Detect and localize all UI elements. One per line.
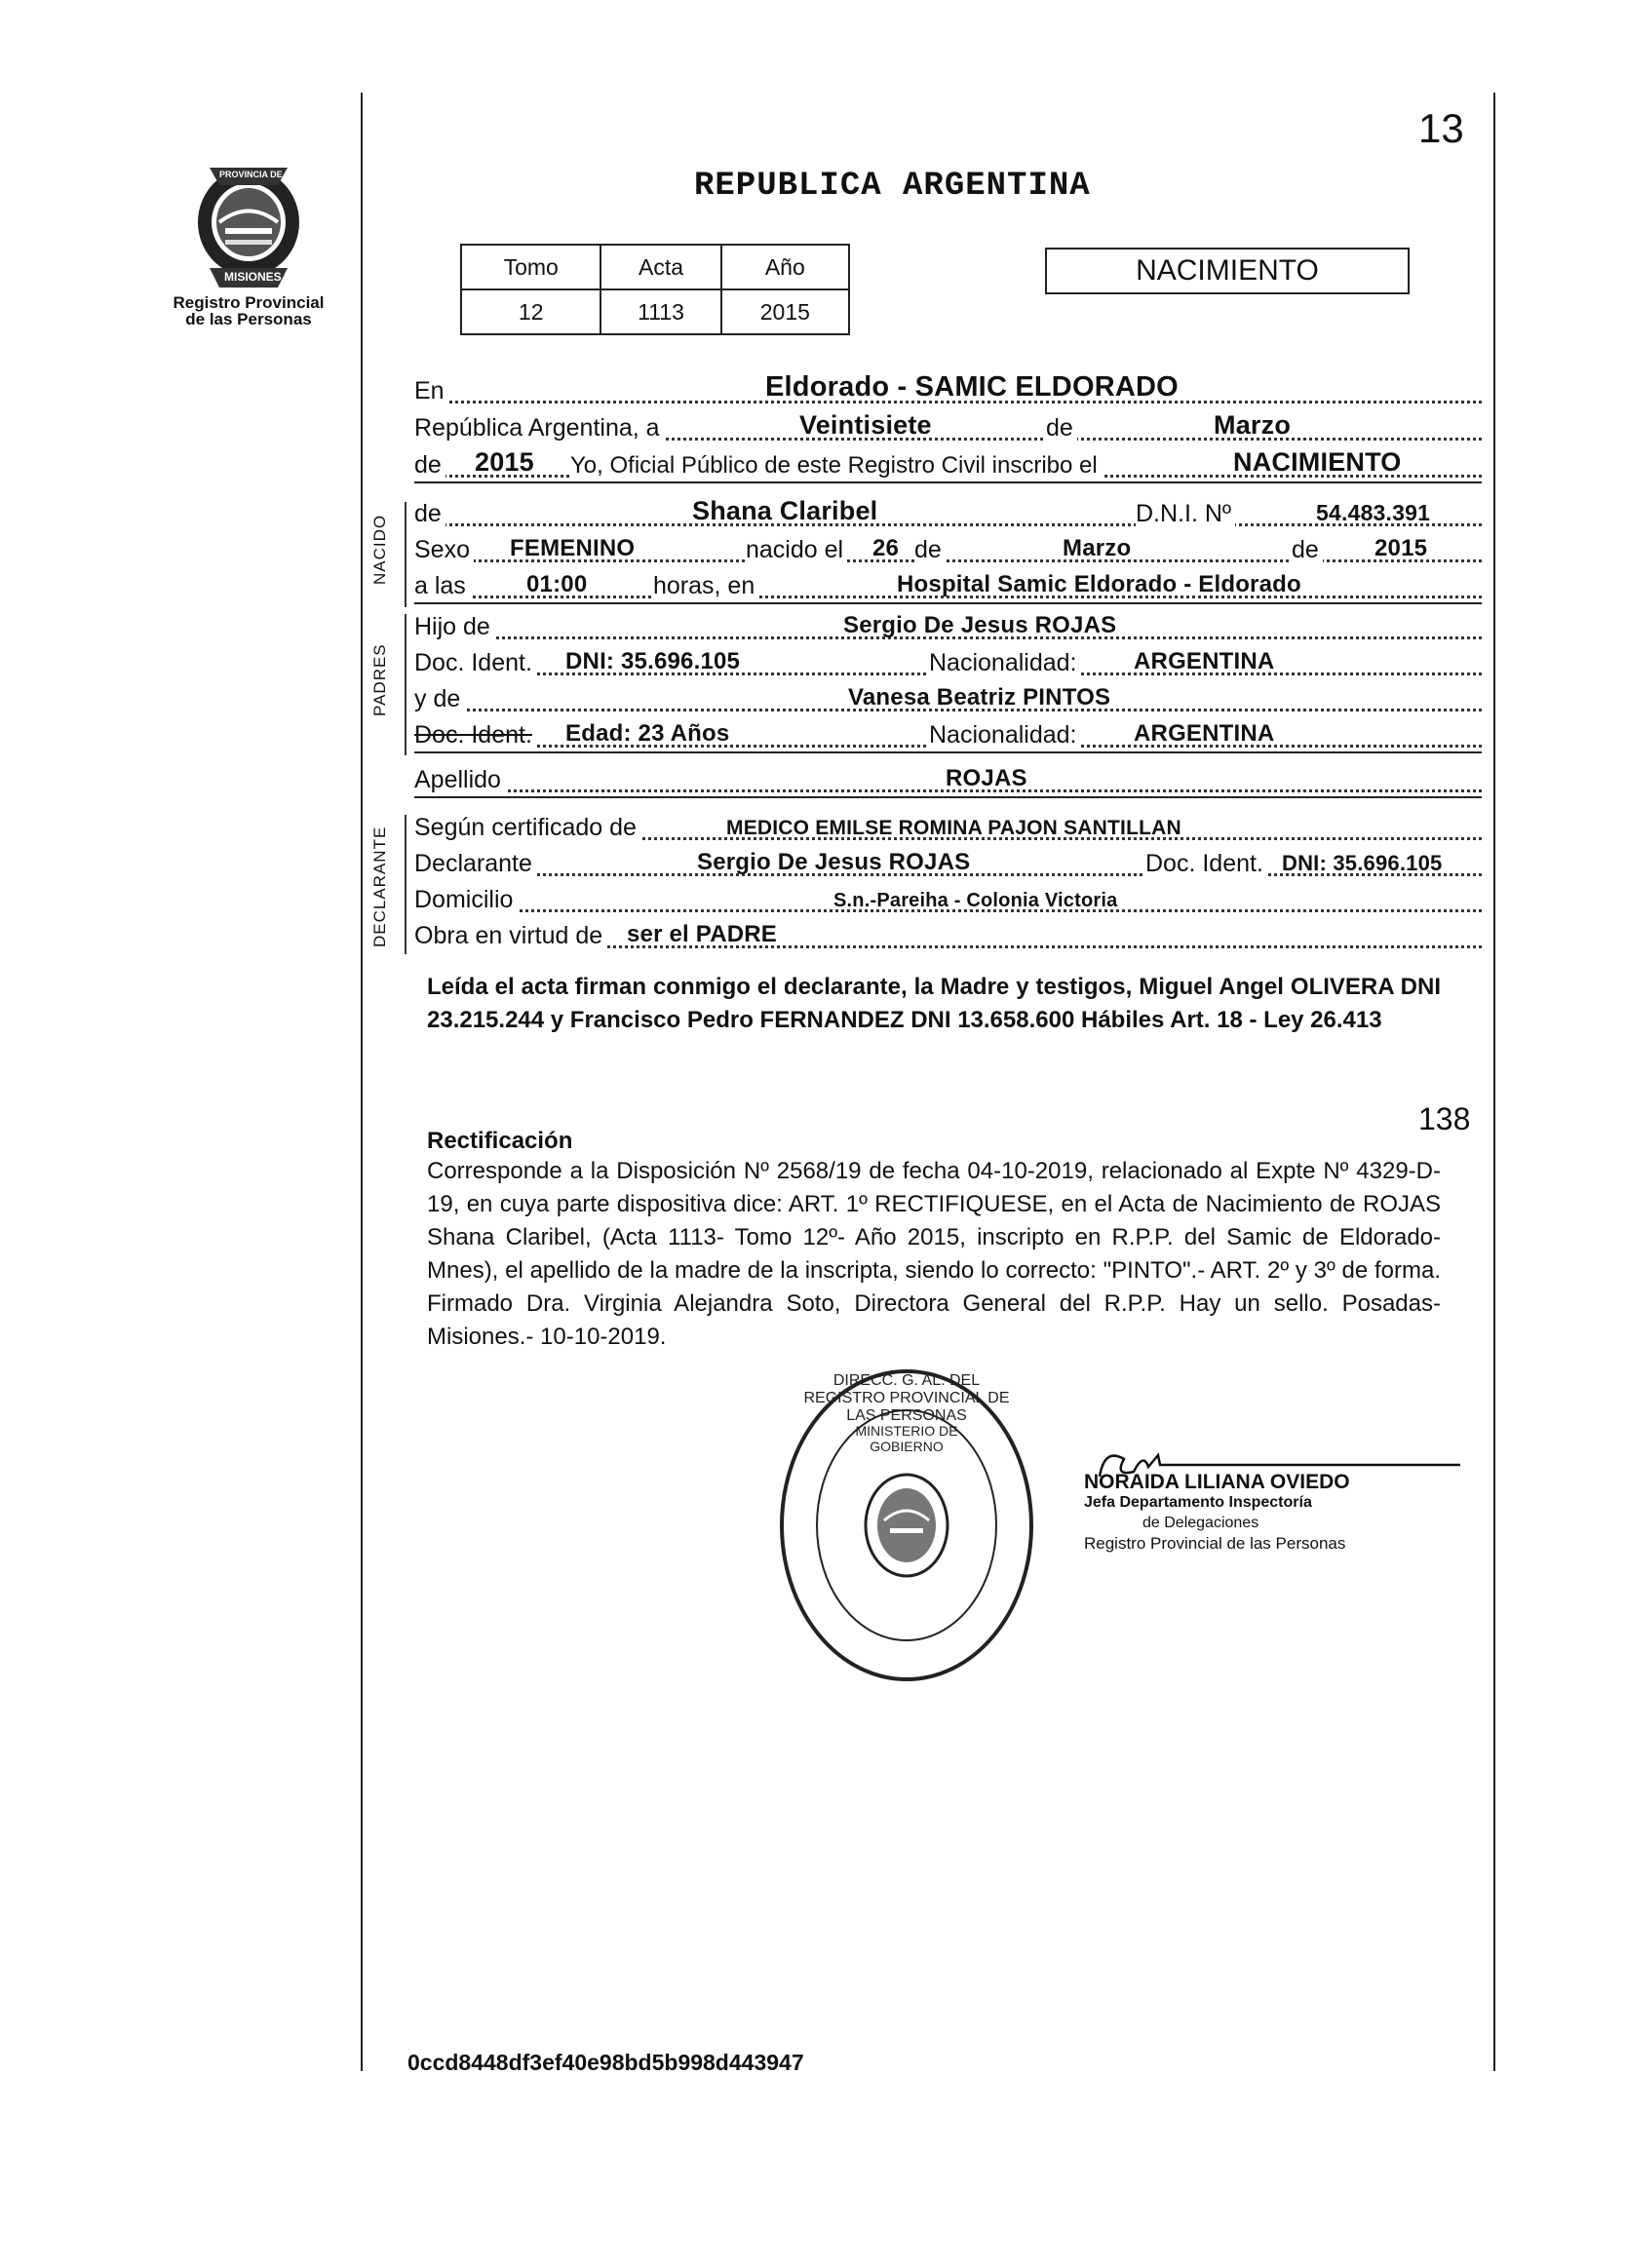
de2-label: de — [414, 451, 445, 480]
republica-label: República Argentina, a — [414, 414, 664, 442]
year-value: 2015 — [475, 447, 534, 477]
official-seal — [775, 1365, 1038, 1686]
signatory-block — [1084, 1472, 1396, 1554]
decl-doc-label: Doc. Ident. — [1145, 850, 1267, 878]
dni-label: D.N.I. Nº — [1136, 500, 1235, 528]
father-doc: DNI: 35.696.105 — [565, 648, 741, 674]
row-obra — [414, 919, 1482, 954]
padres-side-label: PADRES — [370, 643, 389, 716]
yde-label: y de — [414, 685, 464, 713]
row-nacido-name — [414, 497, 1482, 532]
birth-month: Marzo — [1063, 535, 1132, 561]
obra-label: Obra en virtud de — [414, 922, 606, 950]
padres-bracket — [405, 614, 406, 755]
registry-name-line2: de las Personas — [185, 310, 312, 328]
dom-value: S.n.-Pareiha - Colonia Victoria — [833, 890, 1118, 911]
father-doc-label: Doc. Ident. — [414, 649, 536, 677]
en-label: En — [414, 377, 448, 405]
row-republica — [414, 411, 1482, 446]
sexo-value: FEMENINO — [510, 535, 636, 561]
obra-value: ser el PADRE — [627, 921, 778, 947]
left-margin-line — [361, 93, 363, 2071]
tomo-header: Tomo — [461, 245, 600, 289]
horas-label: horas, en — [653, 572, 758, 600]
decl-label: Declarante — [414, 850, 536, 878]
apellido-label: Apellido — [414, 766, 505, 794]
row-sexo — [414, 533, 1482, 568]
day-words: Veintisiete — [799, 410, 932, 440]
registry-name-line1: Registro Provincial — [173, 293, 325, 312]
birth-year: 2015 — [1374, 535, 1428, 561]
mother-nat-label: Nacionalidad: — [929, 721, 1081, 750]
act-type-box — [1045, 248, 1410, 294]
logo-top-text: PROVINCIA DE — [219, 170, 283, 179]
inscribo-value: NACIMIENTO — [1233, 447, 1402, 477]
row-hora — [414, 569, 1482, 604]
tomo-acta-ano-table — [460, 244, 850, 335]
apellido-value: ROJAS — [946, 765, 1027, 791]
page-number: 13 — [1418, 105, 1464, 151]
row-year — [414, 448, 1482, 483]
mother-age: Edad: 23 Años — [565, 720, 730, 747]
birth-place: Hospital Samic Eldorado - Eldorado — [897, 571, 1301, 597]
registry-logo — [180, 146, 317, 292]
father-nat: ARGENTINA — [1134, 648, 1275, 674]
row-hijo — [414, 610, 1482, 645]
cert-label: Según certificado de — [414, 814, 640, 842]
month-value: Marzo — [1214, 410, 1292, 440]
ano-value: 2015 — [721, 289, 849, 334]
row-apellido — [414, 763, 1482, 798]
seal-inner-text: MINISTERIO DE GOBIERNO — [855, 1423, 958, 1454]
seal-ring-text: DIRECC. G. AL. DEL REGISTRO PROVINCIAL DE LAS PERSONAS — [803, 1372, 1010, 1424]
rectificacion-number: 138 — [1418, 1101, 1471, 1136]
signatory-title3: Registro Provincial de las Personas — [1084, 1534, 1346, 1553]
cert-value: MEDICO EMILSE ROMINA PAJON SANTILLAN — [726, 817, 1181, 839]
birth-time: 01:00 — [526, 571, 588, 597]
acta-header: Acta — [600, 245, 720, 289]
act-type: NACIMIENTO — [1136, 254, 1319, 287]
nacido-el-label: nacido el — [746, 536, 847, 564]
sexo-label: Sexo — [414, 536, 474, 564]
document-hash: 0ccd8448df3ef40e98bd5b998d443947 — [407, 2050, 804, 2075]
logo-bottom-text: MISIONES — [224, 270, 282, 284]
declarante-side-label: DECLARANTE — [370, 826, 389, 947]
nacido-bracket — [405, 502, 406, 607]
decl-doc-value: DNI: 35.696.105 — [1282, 851, 1443, 875]
nacido-side-label: NACIDO — [370, 514, 389, 585]
nacido-de-label: de — [414, 500, 445, 528]
nacido-name: Shana Claribel — [692, 496, 878, 525]
signatory-title1: Jefa Departamento Inspectoría — [1084, 1494, 1312, 1511]
header-title: REPUBLICA ARGENTINA — [694, 168, 1091, 205]
registry-name — [156, 294, 341, 327]
father-name: Sergio De Jesus ROJAS — [843, 612, 1117, 638]
row-en — [414, 371, 1482, 409]
decl-value: Sergio De Jesus ROJAS — [697, 849, 971, 875]
birth-de-label: de — [914, 536, 946, 564]
right-margin-line — [1493, 93, 1495, 2071]
signatory-name: NORAIDA LILIANA OVIEDO — [1084, 1471, 1350, 1493]
mother-nat: ARGENTINA — [1134, 720, 1275, 747]
row-mother — [414, 682, 1482, 717]
row-mother-doc — [414, 718, 1482, 753]
father-nat-label: Nacionalidad: — [929, 649, 1081, 677]
mother-name: Vanesa Beatriz PINTOS — [848, 684, 1111, 711]
rectificacion-title: Rectificación — [427, 1128, 573, 1154]
birth-day: 26 — [872, 535, 900, 561]
birth-de3-label: de — [1292, 536, 1323, 564]
row-domicilio — [414, 883, 1482, 918]
ano-header: Año — [721, 245, 849, 289]
acta-value: 1113 — [600, 289, 720, 334]
de-label: de — [1046, 414, 1077, 442]
hijo-label: Hijo de — [414, 613, 494, 641]
row-certificado — [414, 811, 1482, 846]
declarante-bracket — [405, 815, 406, 954]
closing-text: Leída el acta firman conmigo el declarante, la Madre y testigos, Miguel Angel OLIVERA DNI 23.215.244 y Francisco Pedro FERNANDEZ DNI 13.658.600 Hábiles Art. 18 - Ley 26.413 — [427, 974, 1441, 1033]
a-las-label: a las — [414, 572, 470, 600]
signatory-title2: de Delegaciones — [1142, 1515, 1259, 1531]
en-value: Eldorado - SAMIC ELDORADO — [765, 371, 1179, 403]
mother-doc-struck-label: Doc. Ident. — [414, 721, 536, 750]
row-father-doc — [414, 646, 1482, 681]
row-declarante — [414, 847, 1482, 882]
rectificacion-body: Corresponde a la Disposición Nº 2568/19 de fecha 04-10-2019, relacionado al Expte Nº 4329-D-19, en cuya parte dispositiva dice: ART. 1º RECTIFIQUESE, en el Acta de Nacimiento de ROJAS Shana Claribel, (Acta 1113- Tomo 12º- Año 2015, inscripto en R.P.P. del Samic de Eldorado-Mnes), el apellido de la madre de la inscripta, siendo lo correcto: "PINTO".- ART. 2º y 3º de forma. Firmado Dra. Virginia Alejandra Soto, Directora General del R.P.P. Hay un sello. Posadas- Misiones.- 10-10-2019. — [427, 1158, 1441, 1350]
yo-text: Yo, Oficial Público de este Registro Civil inscribo el — [570, 452, 1102, 480]
dom-label: Domicilio — [414, 886, 517, 914]
dni-value: 54.483.391 — [1316, 500, 1431, 525]
tomo-value: 12 — [461, 289, 600, 334]
